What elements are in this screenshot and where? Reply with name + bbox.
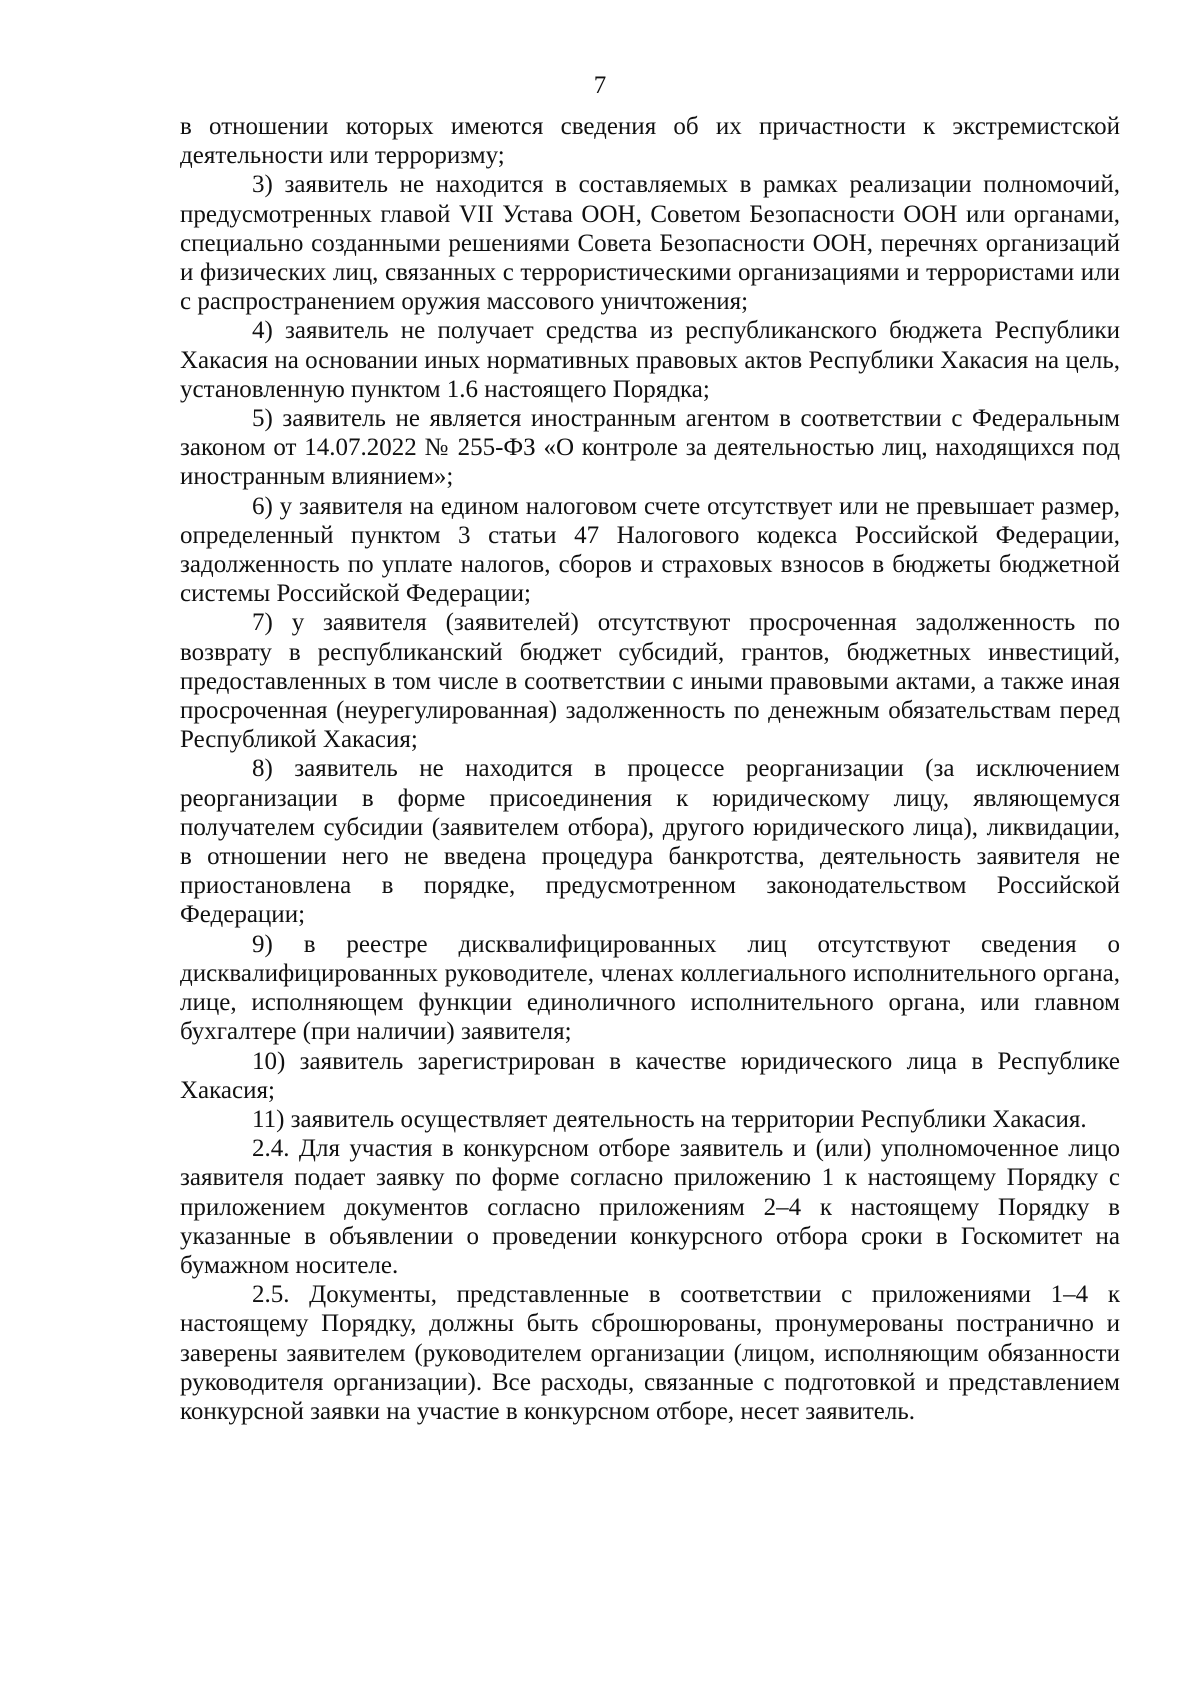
document-body: [180, 112, 1120, 1426]
list-item-8: 8) заявитель не находится в процессе реорганизации (за исключением реорганизации в форме присоединения к юридическому лицу, являющемуся получателем субсидии (заявителем отбора), другого юридического лица), ликвидации, в отношении него не введена процедура банкротства, деятельность заявителя не приостановлена в порядке, предусмотренном законодательством Российской Федерации;: [180, 755, 1120, 929]
list-item-10: 10) заявитель зарегистрирован в качестве юридического лица в Республике Хакасия;: [180, 1047, 1120, 1104]
list-item-7: 7) у заявителя (заявителей) отсутствуют просроченная задолженность по возврату в республиканский бюджет субсидий, грантов, бюджетных инвестиций, предоставленных в том числе в соответствии с иными правовыми актами, а также иная просроченная (неурегулированная) задолженность по денежным обязательствам перед Республикой Хакасия;: [180, 609, 1120, 754]
list-item-9: 9) в реестре дисквалифицированных лиц отсутствуют сведения о дисквалифицированных руководителе, членах коллегиального исполнительного органа, лице, исполняющем функции единоличного исполнительного органа, или главном бухгалтере (при наличии) заявителя;: [180, 930, 1120, 1046]
list-item-3: 3) заявитель не находится в составляемых в рамках реализации полномочий, предусмотренных главой VII Устава ООН, Советом Безопасности ООН или органами, специально созданными решениями Совета Безопасности ООН, перечнях организаций и физических лиц, связанных с террористическими организациями и террористами или с распространением оружия массового уничтожения;: [180, 171, 1120, 316]
list-item-4: 4) заявитель не получает средства из республиканского бюджета Республики Хакасия на основании иных нормативных правовых актов Республики Хакасия на цель, установленную пунктом 1.6 настоящего Порядка;: [180, 317, 1120, 403]
clause-2-5: 2.5. Документы, представленные в соответствии с приложениями 1–4 к настоящему Порядку, должны быть сброшюрованы, пронумерованы постранично и заверены заявителем (руководителем организации (лицом, исполняющим обязанности руководителя организации). Все расходы, связанные с подготовкой и представлением конкурсной заявки на участие в конкурсном отборе, несет заявитель.: [180, 1281, 1120, 1425]
list-item-5: 5) заявитель не является иностранным агентом в соответствии с Федеральным законом от 14.07.2022 № 255-ФЗ «О контроле за деятельностью лиц, находящихся под иностранным влиянием»;: [180, 405, 1120, 491]
list-item-6: 6) у заявителя на едином налоговом счете отсутствует или не превышает размер, определенный пунктом 3 статьи 47 Налогового кодекса Российской Федерации, задолженность по уплате налогов, сборов и страховых взносов в бюджеты бюджетной системы Российской Федерации;: [180, 492, 1120, 608]
list-item-11: 11) заявитель осуществляет деятельность на территории Республики Хакасия.: [252, 1105, 1087, 1133]
page-number: 7: [593, 72, 607, 99]
paragraph-continuation: в отношении которых имеются сведения об их причастности к экстремистской деятельности или терроризму;: [180, 113, 1120, 170]
clause-2-4: 2.4. Для участия в конкурсном отборе заявитель и (или) уполномоченное лицо заявителя подает заявку по форме согласно приложению 1 к настоящему Порядку с приложением документов согласно приложениям 2–4 к настоящему Порядку в указанные в объявлении о проведении конкурсного отбора сроки в Госкомитет на бумажном носителе.: [180, 1135, 1120, 1279]
